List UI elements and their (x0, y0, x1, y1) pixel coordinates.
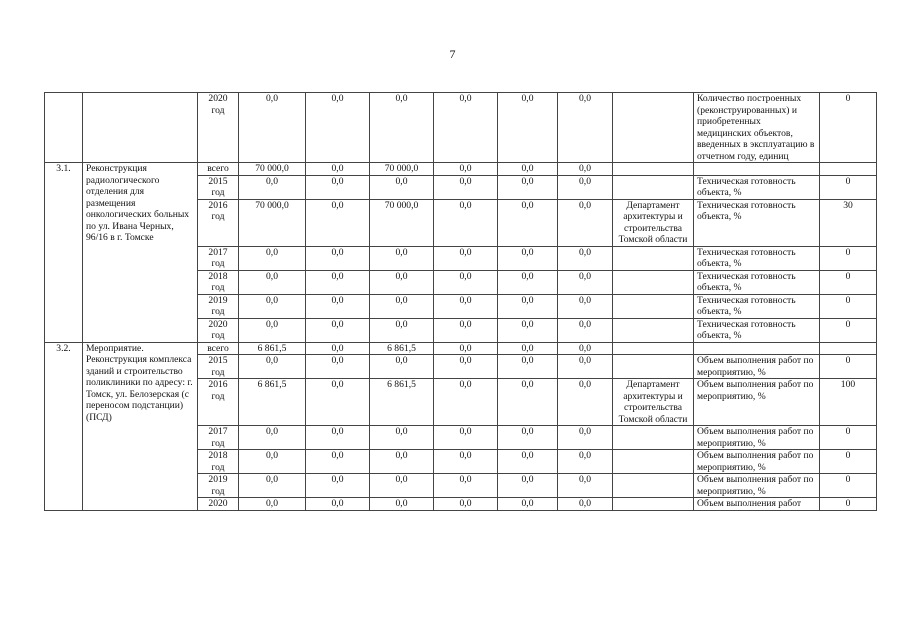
value-cell: 0,0 (434, 199, 498, 246)
year-cell: 2020 (198, 498, 239, 511)
value-cell: 0,0 (306, 450, 370, 474)
value-cell: 0,0 (306, 175, 370, 199)
value-cell: 0,0 (498, 270, 558, 294)
indicator-cell: Количество построенных (реконструированных) и приобретенных медицинских объектов, введенных в эксплуатацию в отчетном году, единиц (694, 93, 820, 163)
value-cell: 0,0 (370, 474, 434, 498)
year-cell: 2017 год (198, 246, 239, 270)
value-cell: 0,0 (498, 474, 558, 498)
value-cell: 0,0 (498, 199, 558, 246)
value-cell: 0,0 (306, 426, 370, 450)
value-cell: 0,0 (434, 246, 498, 270)
value-cell: 0,0 (239, 474, 306, 498)
target-cell: 0 (820, 175, 877, 199)
section-name: Реконструкция радиологического отделения для размещения онкологических больных по ул. Ивана Черных, 96/16 в г. Томске (83, 163, 198, 343)
value-cell: 0,0 (558, 175, 613, 199)
value-cell: 0,0 (558, 246, 613, 270)
target-cell: 0 (820, 426, 877, 450)
value-cell: 0,0 (370, 355, 434, 379)
year-cell: 2015 год (198, 355, 239, 379)
value-cell: 0,0 (558, 294, 613, 318)
target-cell (820, 163, 877, 176)
value-cell: 0,0 (558, 270, 613, 294)
executor-cell (613, 498, 694, 511)
value-cell: 0,0 (370, 294, 434, 318)
section-number: 3.2. (45, 342, 83, 510)
value-cell: 0,0 (239, 270, 306, 294)
target-cell: 0 (820, 498, 877, 511)
value-cell: 0,0 (239, 175, 306, 199)
value-cell: 0,0 (498, 498, 558, 511)
value-cell: 0,0 (434, 294, 498, 318)
indicator-cell: Объем выполнения работ по мероприятию, % (694, 474, 820, 498)
value-cell: 0,0 (306, 498, 370, 511)
indicator-cell (694, 163, 820, 176)
executor-cell (613, 450, 694, 474)
section-number (45, 93, 83, 163)
value-cell: 0,0 (498, 246, 558, 270)
value-cell: 0,0 (306, 199, 370, 246)
executor-cell (613, 294, 694, 318)
year-cell: 2020 год (198, 93, 239, 163)
year-cell: 2020 год (198, 318, 239, 342)
page-number: 7 (449, 47, 456, 61)
indicator-cell: Объем выполнения работ (694, 498, 820, 511)
value-cell: 0,0 (239, 246, 306, 270)
target-cell: 0 (820, 270, 877, 294)
value-cell: 0,0 (558, 355, 613, 379)
target-cell (820, 342, 877, 355)
executor-cell: Департамент архитектуры и строительства Томской области (613, 199, 694, 246)
value-cell: 0,0 (498, 355, 558, 379)
value-cell: 0,0 (239, 450, 306, 474)
value-cell: 0,0 (558, 318, 613, 342)
value-cell: 0,0 (558, 379, 613, 426)
value-cell: 0,0 (239, 93, 306, 163)
indicator-cell: Техническая готовность объекта, % (694, 246, 820, 270)
indicator-cell (694, 342, 820, 355)
section-number: 3.1. (45, 163, 83, 343)
target-cell: 100 (820, 379, 877, 426)
value-cell: 0,0 (558, 199, 613, 246)
value-cell: 0,0 (434, 355, 498, 379)
value-cell: 0,0 (558, 163, 613, 176)
table-row (45, 93, 877, 163)
value-cell: 0,0 (370, 450, 434, 474)
section-name: Мероприятие. Реконструкция комплекса зданий и строительство поликлиники по адресу: г. Томск, ул. Белозерская (с переносом подстанции) (ПСД) (83, 342, 198, 510)
indicator-cell: Техническая готовность объекта, % (694, 270, 820, 294)
value-cell: 0,0 (434, 270, 498, 294)
year-cell: 2019 год (198, 474, 239, 498)
value-cell: 0,0 (498, 379, 558, 426)
value-cell: 0,0 (239, 294, 306, 318)
program-table (44, 92, 877, 511)
value-cell: 0,0 (370, 93, 434, 163)
executor-cell (613, 426, 694, 450)
table-row (45, 163, 877, 176)
value-cell: 6 861,5 (370, 342, 434, 355)
value-cell: 0,0 (239, 318, 306, 342)
value-cell: 0,0 (306, 163, 370, 176)
year-cell: 2016 год (198, 199, 239, 246)
executor-cell (613, 93, 694, 163)
indicator-cell: Техническая готовность объекта, % (694, 175, 820, 199)
indicator-cell: Техническая готовность объекта, % (694, 294, 820, 318)
indicator-cell: Объем выполнения работ по мероприятию, % (694, 426, 820, 450)
value-cell: 0,0 (370, 175, 434, 199)
value-cell: 6 861,5 (370, 379, 434, 426)
year-cell: 2015 год (198, 175, 239, 199)
value-cell: 0,0 (434, 163, 498, 176)
value-cell: 0,0 (498, 426, 558, 450)
target-cell: 0 (820, 318, 877, 342)
value-cell: 0,0 (434, 318, 498, 342)
value-cell: 0,0 (306, 294, 370, 318)
value-cell: 0,0 (306, 355, 370, 379)
executor-cell: Департамент архитектуры и строительства Томской области (613, 379, 694, 426)
value-cell: 0,0 (370, 246, 434, 270)
value-cell: 70 000,0 (239, 199, 306, 246)
value-cell: 0,0 (498, 93, 558, 163)
value-cell: 0,0 (434, 426, 498, 450)
value-cell: 0,0 (239, 498, 306, 511)
year-cell: всего (198, 163, 239, 176)
executor-cell (613, 270, 694, 294)
executor-cell (613, 342, 694, 355)
indicator-cell: Объем выполнения работ по мероприятию, % (694, 379, 820, 426)
value-cell: 0,0 (434, 450, 498, 474)
value-cell: 0,0 (370, 318, 434, 342)
executor-cell (613, 474, 694, 498)
value-cell: 0,0 (558, 426, 613, 450)
value-cell: 0,0 (498, 342, 558, 355)
value-cell: 0,0 (434, 93, 498, 163)
value-cell: 0,0 (434, 379, 498, 426)
target-cell: 30 (820, 199, 877, 246)
value-cell: 0,0 (370, 270, 434, 294)
value-cell: 0,0 (370, 426, 434, 450)
target-cell: 0 (820, 474, 877, 498)
indicator-cell: Объем выполнения работ по мероприятию, % (694, 355, 820, 379)
executor-cell (613, 163, 694, 176)
year-cell: 2018 год (198, 270, 239, 294)
section-name (83, 93, 198, 163)
value-cell: 0,0 (498, 175, 558, 199)
value-cell: 0,0 (558, 498, 613, 511)
value-cell: 0,0 (558, 450, 613, 474)
value-cell: 70 000,0 (239, 163, 306, 176)
year-cell: 2016 год (198, 379, 239, 426)
indicator-cell: Техническая готовность объекта, % (694, 318, 820, 342)
value-cell: 0,0 (498, 163, 558, 176)
indicator-cell: Техническая готовность объекта, % (694, 199, 820, 246)
value-cell: 0,0 (239, 355, 306, 379)
year-cell: 2019 год (198, 294, 239, 318)
executor-cell (613, 175, 694, 199)
value-cell: 0,0 (306, 270, 370, 294)
target-cell: 0 (820, 93, 877, 163)
value-cell: 6 861,5 (239, 379, 306, 426)
target-cell: 0 (820, 450, 877, 474)
value-cell: 70 000,0 (370, 163, 434, 176)
value-cell: 0,0 (239, 426, 306, 450)
executor-cell (613, 355, 694, 379)
target-cell: 0 (820, 294, 877, 318)
table-row (45, 342, 877, 355)
value-cell: 0,0 (306, 379, 370, 426)
year-cell: 2017 год (198, 426, 239, 450)
executor-cell (613, 246, 694, 270)
target-cell: 0 (820, 355, 877, 379)
indicator-cell: Объем выполнения работ по мероприятию, % (694, 450, 820, 474)
executor-cell (613, 318, 694, 342)
value-cell: 0,0 (306, 318, 370, 342)
value-cell: 0,0 (558, 342, 613, 355)
value-cell: 6 861,5 (239, 342, 306, 355)
value-cell: 0,0 (498, 294, 558, 318)
value-cell: 0,0 (306, 246, 370, 270)
value-cell: 0,0 (498, 318, 558, 342)
value-cell: 0,0 (434, 342, 498, 355)
value-cell: 0,0 (558, 474, 613, 498)
value-cell: 0,0 (434, 175, 498, 199)
value-cell: 70 000,0 (370, 199, 434, 246)
value-cell: 0,0 (434, 498, 498, 511)
value-cell: 0,0 (306, 474, 370, 498)
value-cell: 0,0 (306, 93, 370, 163)
value-cell: 0,0 (434, 474, 498, 498)
year-cell: 2018 год (198, 450, 239, 474)
target-cell: 0 (820, 246, 877, 270)
value-cell: 0,0 (306, 342, 370, 355)
value-cell: 0,0 (370, 498, 434, 511)
value-cell: 0,0 (558, 93, 613, 163)
value-cell: 0,0 (498, 450, 558, 474)
year-cell: всего (198, 342, 239, 355)
